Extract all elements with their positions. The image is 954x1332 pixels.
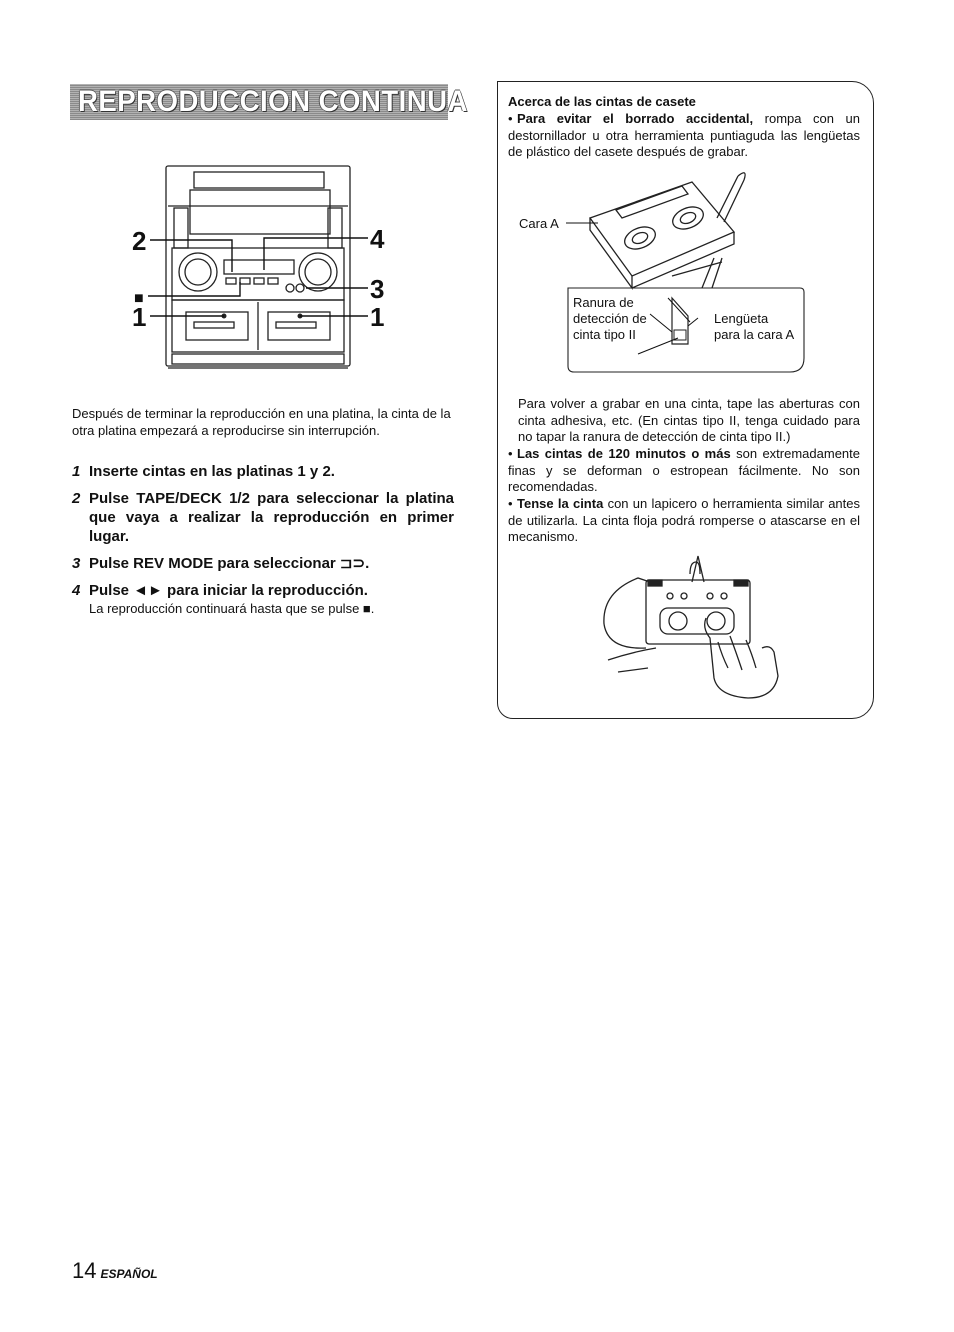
label-side-a: Cara A <box>519 216 559 231</box>
paragraph-text: rompa con un destornillador u otra herramienta puntiaguda las lengüetas de plástico del casete después de grabar. <box>508 111 860 160</box>
page-number: 14 <box>72 1258 97 1283</box>
step-3 <box>72 554 454 573</box>
long-tapes-paragraph <box>508 446 860 496</box>
bold-phrase: Tense la cinta <box>517 496 604 511</box>
step-text: Pulse TAPE/DECK 1/2 para seleccionar la platina que vaya a realizar la reproducción en primer lugar. <box>89 490 454 545</box>
step-1 <box>72 462 454 481</box>
bold-phrase: Las cintas de 120 minutos o más <box>517 446 731 461</box>
callout-1-right: 1 <box>370 302 385 332</box>
bullet-icon: • <box>508 446 513 461</box>
step-text: Pulse ◄► para iniciar la reproducción. <box>89 582 368 599</box>
stereo-illustration <box>128 160 398 375</box>
label-tab-line2: para la cara A <box>714 327 795 342</box>
title-banner <box>70 84 468 120</box>
intro-paragraph: Después de terminar la reproducción en una platina, la cinta de la otra platina empezará a reproducirse sin interrupción. <box>72 406 451 438</box>
step-2 <box>72 489 454 546</box>
step-number: 4 <box>72 582 81 599</box>
bullet-icon: • <box>508 111 513 126</box>
step-text: Pulse REV MODE para seleccionar ⊐⊃. <box>89 555 370 572</box>
step-text: Inserte cintas en las platinas 1 y 2. <box>89 463 335 480</box>
label-slot-line2: detección de <box>573 311 647 326</box>
page-title: REPRODUCCION CONTINUA <box>78 85 468 118</box>
box-heading: Acerca de las cintas de casete <box>508 94 696 109</box>
step-note: La reproducción continuará hasta que se pulse ■. <box>89 601 375 616</box>
bullet-icon: • <box>508 496 513 511</box>
bold-phrase: Para evitar el borrado accidental, <box>517 111 754 126</box>
language-label: ESPAÑOL <box>100 1267 158 1281</box>
step-number: 1 <box>72 463 81 480</box>
label-tab-line1: Lengüeta <box>714 311 769 326</box>
steps-list <box>72 462 454 625</box>
label-slot-line3: cinta tipo II <box>573 327 636 342</box>
tighten-tape-paragraph <box>508 496 860 546</box>
page-footer <box>72 1258 158 1284</box>
label-slot-line1: Ranura de <box>573 295 634 310</box>
accidental-erase-paragraph <box>508 111 860 161</box>
step-4 <box>72 581 454 617</box>
step-number: 2 <box>72 490 81 507</box>
callout-4: 4 <box>370 224 385 254</box>
callout-1-left: 1 <box>132 302 147 332</box>
paragraph-text: son extremadamente finas y se deforman o estropean fácilmente. No son recomendadas. <box>508 446 860 495</box>
paragraph-text: con un lapicero o herramienta similar antes de utilizarla. La cinta floja podrá romperse o atascarse en el mecanismo. <box>508 496 861 545</box>
callout-2: 2 <box>132 226 147 256</box>
callout-3: 3 <box>370 274 385 304</box>
cassette-illustration <box>512 168 812 378</box>
rerecord-paragraph: Para volver a grabar en una cinta, tape las aberturas con cinta adhesiva, etc. (En cintas tipo II, tenga cuidado para no tapar la ranura de detección de cinta tipo II.) <box>518 396 860 445</box>
step-number: 3 <box>72 555 81 572</box>
callout-stop: ■ <box>134 290 144 307</box>
hand-pencil-cassette-illustration <box>598 552 783 700</box>
